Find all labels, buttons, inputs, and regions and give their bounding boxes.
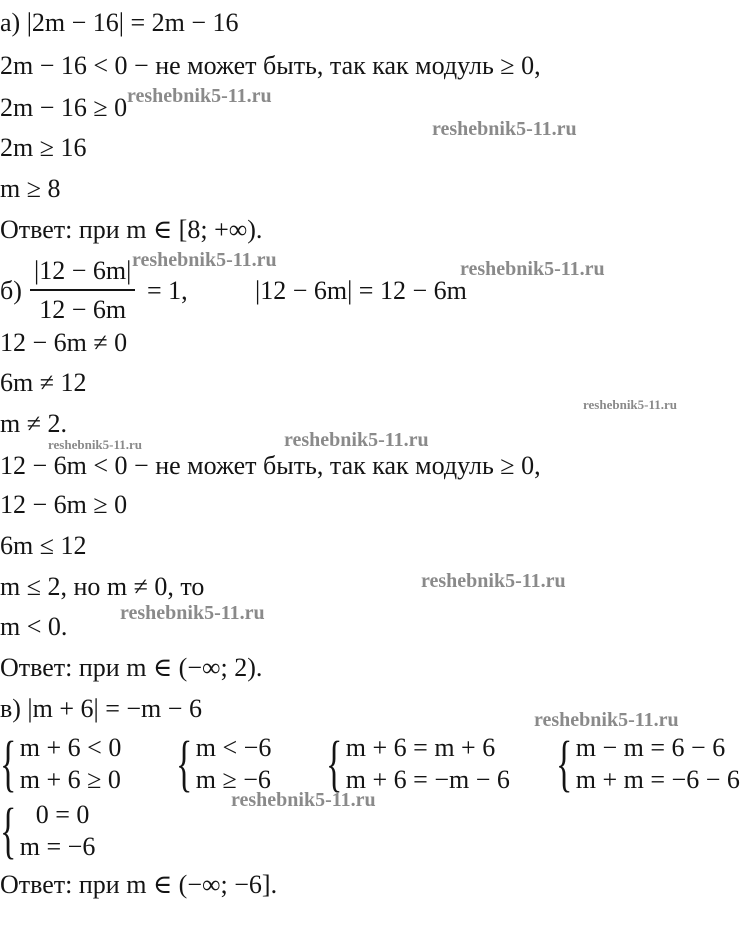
watermark: reshebnik5-11.ru xyxy=(120,602,265,624)
part-c-header: в) |m + 6| = −m − 6 xyxy=(0,694,202,723)
part-b-line-6: 6m ≤ 12 xyxy=(0,531,87,560)
part-a-line-4: m ≥ 8 xyxy=(0,174,61,203)
watermark: reshebnik5-11.ru xyxy=(421,570,566,592)
system-2-row-1: m < −6 xyxy=(195,733,272,762)
system-1-row-2: m + 6 ≥ 0 xyxy=(19,765,121,794)
watermark: reshebnik5-11.ru xyxy=(534,709,679,731)
system-3 xyxy=(326,730,510,798)
part-b-equation-2: |12 − 6m| = 12 − 6m xyxy=(255,276,467,305)
brace-icon: { xyxy=(326,730,343,798)
system-4 xyxy=(556,730,740,798)
part-c-answer: Ответ: при m ∈ (−∞; −6]. xyxy=(0,870,278,899)
part-b-answer: Ответ: при m ∈ (−∞; 2). xyxy=(0,653,263,682)
part-b-line-8: m < 0. xyxy=(0,612,68,641)
watermark: reshebnik5-11.ru xyxy=(284,429,429,451)
system-2-row-2: m ≥ −6 xyxy=(195,765,271,794)
system-5-row-2: m = −6 xyxy=(19,832,96,861)
part-b-fraction xyxy=(30,256,135,325)
system-1 xyxy=(0,730,122,798)
part-a-line-1: 2m − 16 < 0 − не может быть, так как модуль ≥ 0, xyxy=(0,51,541,80)
part-b-line-1: 12 − 6m ≠ 0 xyxy=(0,328,128,357)
brace-icon: { xyxy=(176,730,193,798)
part-b-line-5: 12 − 6m ≥ 0 xyxy=(0,490,128,519)
part-b-line-7: m ≤ 2, но m ≠ 0, то xyxy=(0,572,205,601)
part-a-line-3: 2m ≥ 16 xyxy=(0,133,87,162)
part-b-line-4: 12 − 6m < 0 − не может быть, так как модуль ≥ 0, xyxy=(0,451,541,480)
watermark: reshebnik5-11.ru xyxy=(132,249,277,271)
part-a-line-2: 2m − 16 ≥ 0 xyxy=(0,93,128,122)
system-5 xyxy=(0,797,96,865)
system-4-row-1: m − m = 6 − 6 xyxy=(575,733,726,762)
part-a-header: а) |2m − 16| = 2m − 16 xyxy=(0,8,239,37)
fraction-denominator: 12 − 6m xyxy=(39,295,127,324)
part-b-line-2: 6m ≠ 12 xyxy=(0,368,87,397)
watermark: reshebnik5-11.ru xyxy=(48,437,143,452)
brace-icon: { xyxy=(556,730,573,798)
watermark: reshebnik5-11.ru xyxy=(127,85,272,107)
watermark: reshebnik5-11.ru xyxy=(583,397,678,412)
system-2 xyxy=(176,730,272,798)
part-b-equation-rhs: = 1, xyxy=(147,276,188,305)
fraction-numerator: |12 − 6m| xyxy=(34,256,132,285)
watermark: reshebnik5-11.ru xyxy=(432,118,577,140)
system-4-row-2: m + m = −6 − 6 xyxy=(575,765,740,794)
system-1-row-1: m + 6 < 0 xyxy=(19,733,122,762)
watermark: reshebnik5-11.ru xyxy=(231,789,376,811)
brace-icon: { xyxy=(0,730,17,798)
system-3-row-2: m + 6 = −m − 6 xyxy=(345,765,510,794)
system-3-row-1: m + 6 = m + 6 xyxy=(345,733,496,762)
part-b-label: б) xyxy=(0,276,22,305)
watermark: reshebnik5-11.ru xyxy=(460,258,605,280)
brace-icon: { xyxy=(0,797,17,865)
part-a-answer: Ответ: при m ∈ [8; +∞). xyxy=(0,215,263,244)
system-5-row-1: 0 = 0 xyxy=(35,800,90,829)
part-b-line-3: m ≠ 2. xyxy=(0,409,67,438)
